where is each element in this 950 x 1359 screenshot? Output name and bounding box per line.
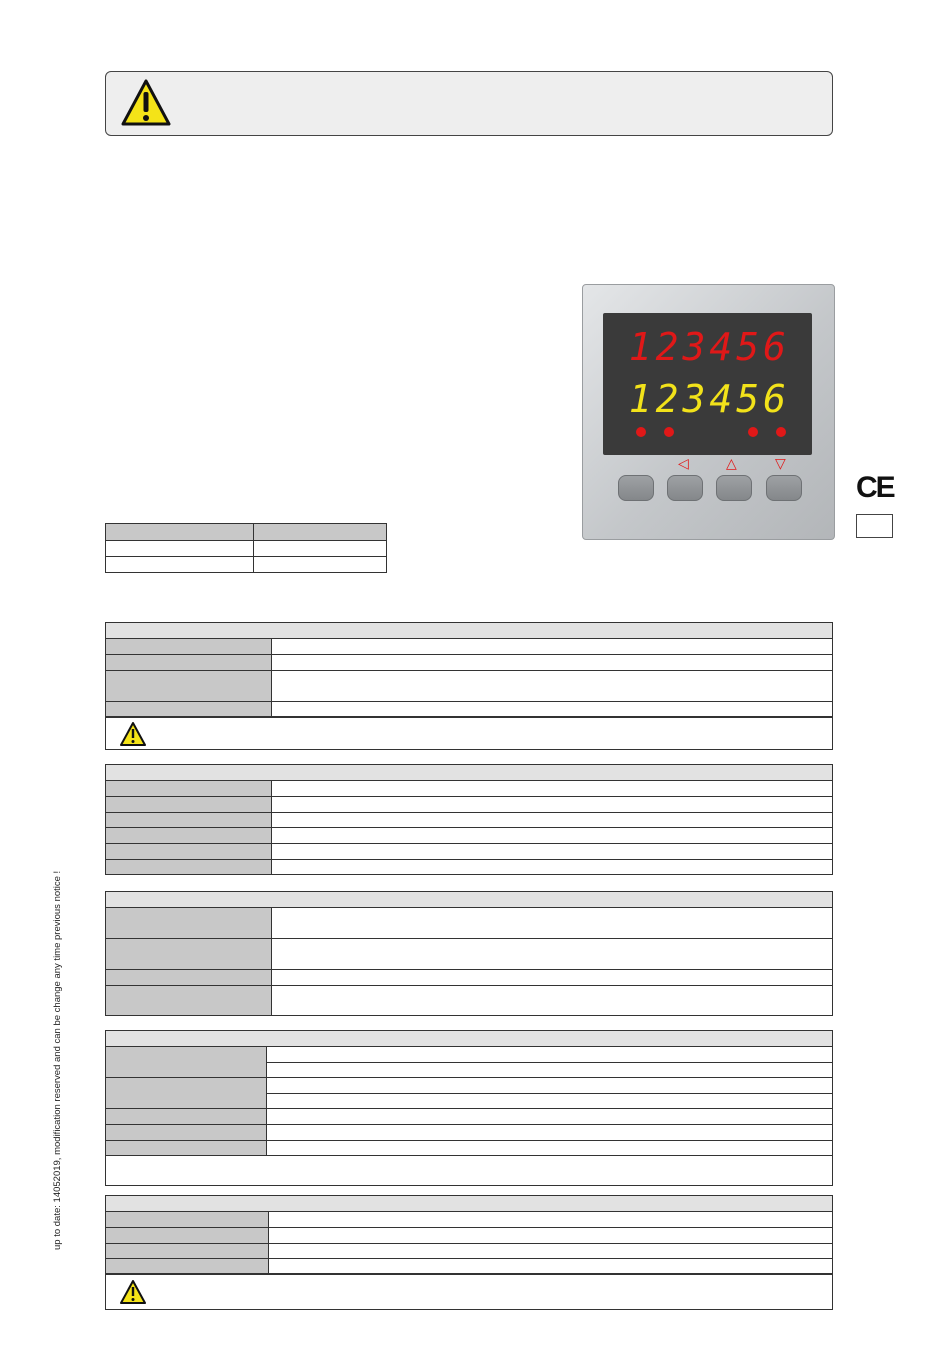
section-header: [106, 1196, 832, 1212]
table-row: [106, 639, 832, 655]
spec-section-1: [105, 622, 833, 750]
device-key-down[interactable]: [766, 475, 802, 501]
table-row: [106, 1141, 832, 1156]
status-led: [636, 427, 646, 437]
warning-note: [106, 1274, 832, 1309]
table-row: [106, 860, 832, 874]
warning-triangle-icon: [119, 1279, 147, 1305]
table-cell: [254, 524, 387, 541]
table-row: [106, 1244, 832, 1259]
section-header: [106, 623, 832, 639]
table-row-group: [106, 1047, 832, 1078]
table-row: [106, 939, 832, 970]
spec-section-3: [105, 891, 833, 1016]
table-row: [106, 781, 832, 797]
spec-section-4: [105, 1030, 833, 1186]
spec-section-2: [105, 764, 833, 875]
table-row: [106, 524, 387, 541]
table-row: [106, 797, 832, 813]
section-header: [106, 892, 832, 908]
table-row: [106, 557, 387, 573]
warning-banner: [105, 71, 833, 136]
table-row: [106, 655, 832, 671]
table-row: [106, 828, 832, 844]
device-key-left[interactable]: [667, 475, 703, 501]
warning-triangle-icon: [120, 78, 172, 128]
status-led: [776, 427, 786, 437]
device-display: [603, 313, 812, 455]
status-led: [748, 427, 758, 437]
ce-mark: CE: [856, 471, 894, 504]
display-bottom-value: 123456: [628, 377, 790, 421]
note-row: [106, 1156, 832, 1185]
left-arrow-icon: ◁: [678, 455, 689, 471]
table-row: [106, 702, 832, 717]
table-row: [106, 844, 832, 860]
table-row: [106, 813, 832, 828]
down-arrow-icon: ▽: [775, 455, 786, 471]
table-row: [106, 1109, 832, 1125]
warning-note: [106, 717, 832, 749]
up-arrow-icon: △: [726, 455, 737, 471]
table-cell: [254, 557, 387, 573]
table-cell: [106, 541, 254, 557]
spec-section-5: [105, 1195, 833, 1310]
table-cell: [106, 557, 254, 573]
status-led: [664, 427, 674, 437]
table-row: [106, 1125, 832, 1141]
certification-box: [856, 514, 893, 538]
table-row: [106, 1259, 832, 1274]
device-key-up[interactable]: [716, 475, 752, 501]
side-note: up to date: 14052019, modification reserved and can be change any time previous notice !: [52, 870, 63, 1250]
table-row: [106, 1212, 832, 1228]
table-cell: [254, 541, 387, 557]
table-cell: [106, 524, 254, 541]
table-row: [106, 1228, 832, 1244]
device-key-set[interactable]: [618, 475, 654, 501]
table-row: [106, 970, 832, 986]
summary-table: [105, 523, 387, 573]
device-front-panel: [582, 284, 835, 540]
table-row-group: [106, 1078, 832, 1109]
table-row: [106, 986, 832, 1015]
table-row: [106, 908, 832, 939]
section-header: [106, 765, 832, 781]
display-top-value: 123456: [628, 325, 790, 369]
section-header: [106, 1031, 832, 1047]
table-row: [106, 541, 387, 557]
table-row: [106, 671, 832, 702]
warning-triangle-icon: [119, 721, 147, 747]
